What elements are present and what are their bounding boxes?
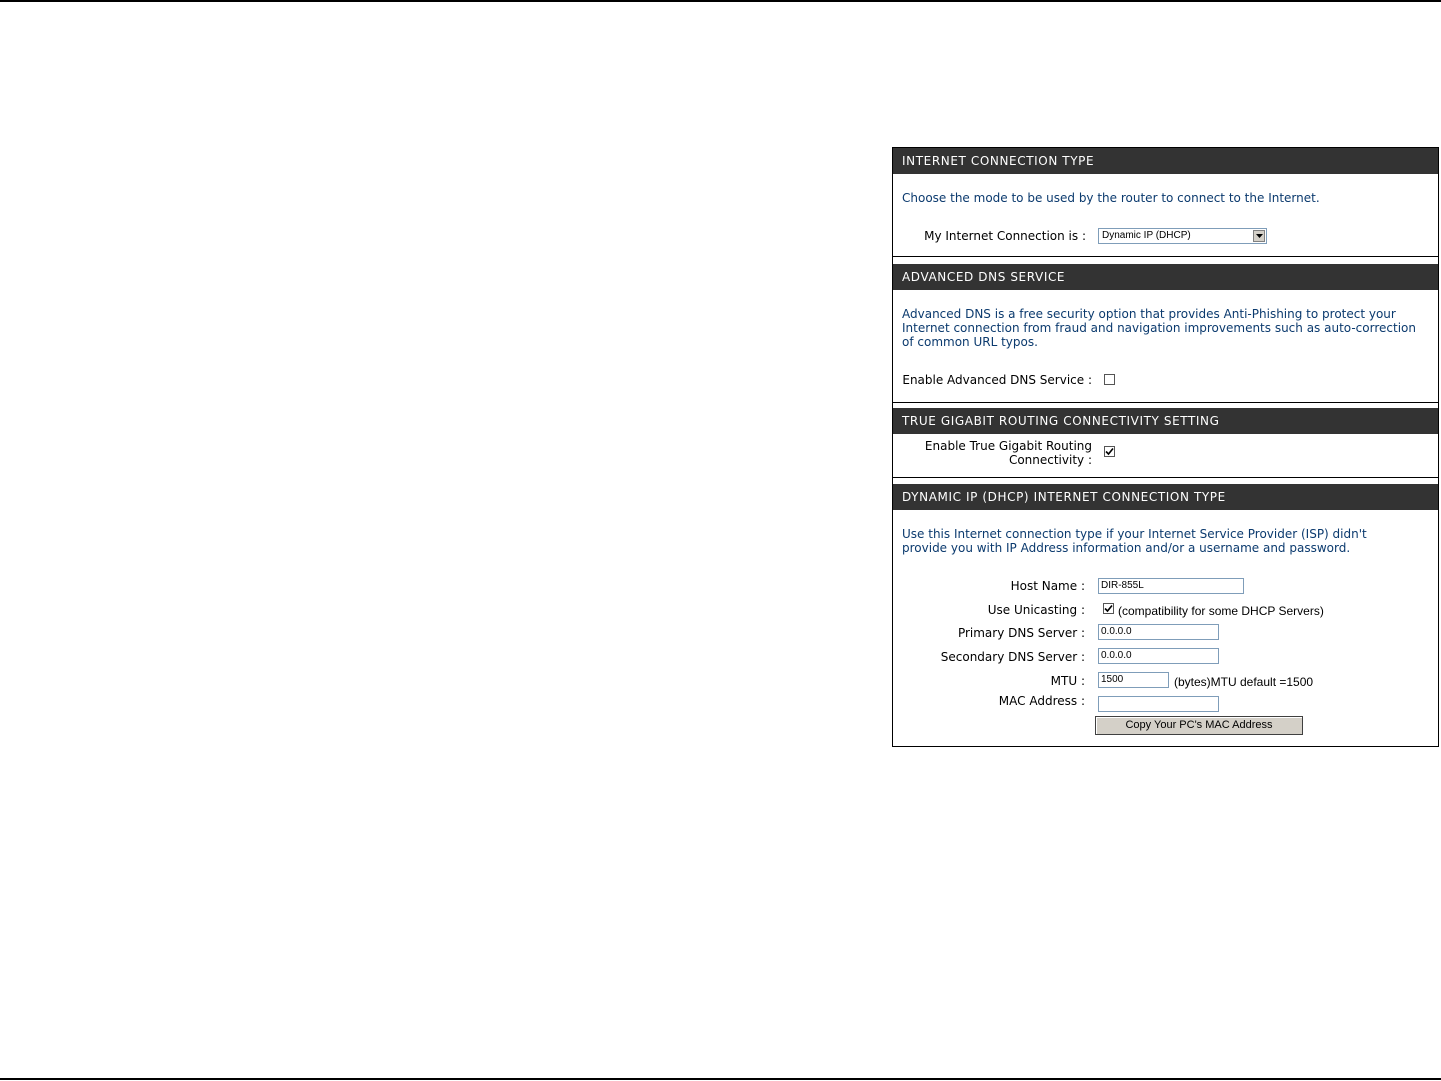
mac-address-label: MAC Address : [998, 694, 1085, 708]
gigabit-checkbox[interactable] [1104, 446, 1115, 457]
advanced-dns-enable-label: Enable Advanced DNS Service : [902, 373, 1092, 387]
top-rule [0, 0, 1441, 2]
mac-address-input[interactable] [1098, 696, 1219, 712]
mtu-label: MTU : [1050, 674, 1085, 688]
mtu-input[interactable]: 1500 [1098, 672, 1169, 688]
connection-type-label: My Internet Connection is : [924, 229, 1086, 243]
internet-connection-type-header: INTERNET CONNECTION TYPE [893, 148, 1438, 174]
section-divider [893, 256, 1438, 257]
unicasting-checkbox[interactable] [1103, 603, 1114, 614]
unicasting-label: Use Unicasting : [987, 603, 1085, 617]
host-name-input[interactable]: DIR-855L [1098, 578, 1244, 594]
advanced-dns-checkbox[interactable] [1104, 374, 1115, 385]
internet-connection-description: Choose the mode to be used by the router to connect to the Internet. [902, 191, 1320, 205]
connection-type-value: Dynamic IP (DHCP) [1102, 230, 1191, 241]
advanced-dns-description: Advanced DNS is a free security option that provides Anti-Phishing to protect your Internet connection from fraud and navigation improvements such as auto-correction of common URL typos. [902, 307, 1416, 349]
secondary-dns-input[interactable]: 0.0.0.0 [1098, 648, 1219, 664]
host-name-label: Host Name : [1010, 579, 1085, 593]
secondary-dns-label: Secondary DNS Server : [940, 650, 1085, 664]
chevron-down-icon[interactable] [1253, 230, 1265, 242]
bottom-rule [0, 1078, 1441, 1080]
gigabit-enable-label-line2: Connectivity : [1008, 453, 1092, 467]
connection-type-select[interactable] [1098, 228, 1267, 244]
dhcp-header: DYNAMIC IP (DHCP) INTERNET CONNECTION TYPE [893, 484, 1438, 510]
unicasting-note: (compatibility for some DHCP Servers) [1118, 604, 1324, 618]
mtu-note: (bytes)MTU default =1500 [1174, 675, 1314, 689]
copy-mac-button[interactable]: Copy Your PC's MAC Address [1095, 716, 1303, 735]
section-divider [893, 477, 1438, 478]
gigabit-header: TRUE GIGABIT ROUTING CONNECTIVITY SETTING [893, 408, 1438, 434]
gigabit-enable-label-line1: Enable True Gigabit Routing [924, 439, 1092, 453]
advanced-dns-header: ADVANCED DNS SERVICE [893, 264, 1438, 290]
primary-dns-label: Primary DNS Server : [957, 626, 1085, 640]
dhcp-description: Use this Internet connection type if your Internet Service Provider (ISP) didn't provide you with IP Address information and/or a username and password. [902, 527, 1367, 555]
router-settings-panel [892, 147, 1439, 747]
primary-dns-input[interactable]: 0.0.0.0 [1098, 624, 1219, 640]
section-divider [893, 402, 1438, 403]
